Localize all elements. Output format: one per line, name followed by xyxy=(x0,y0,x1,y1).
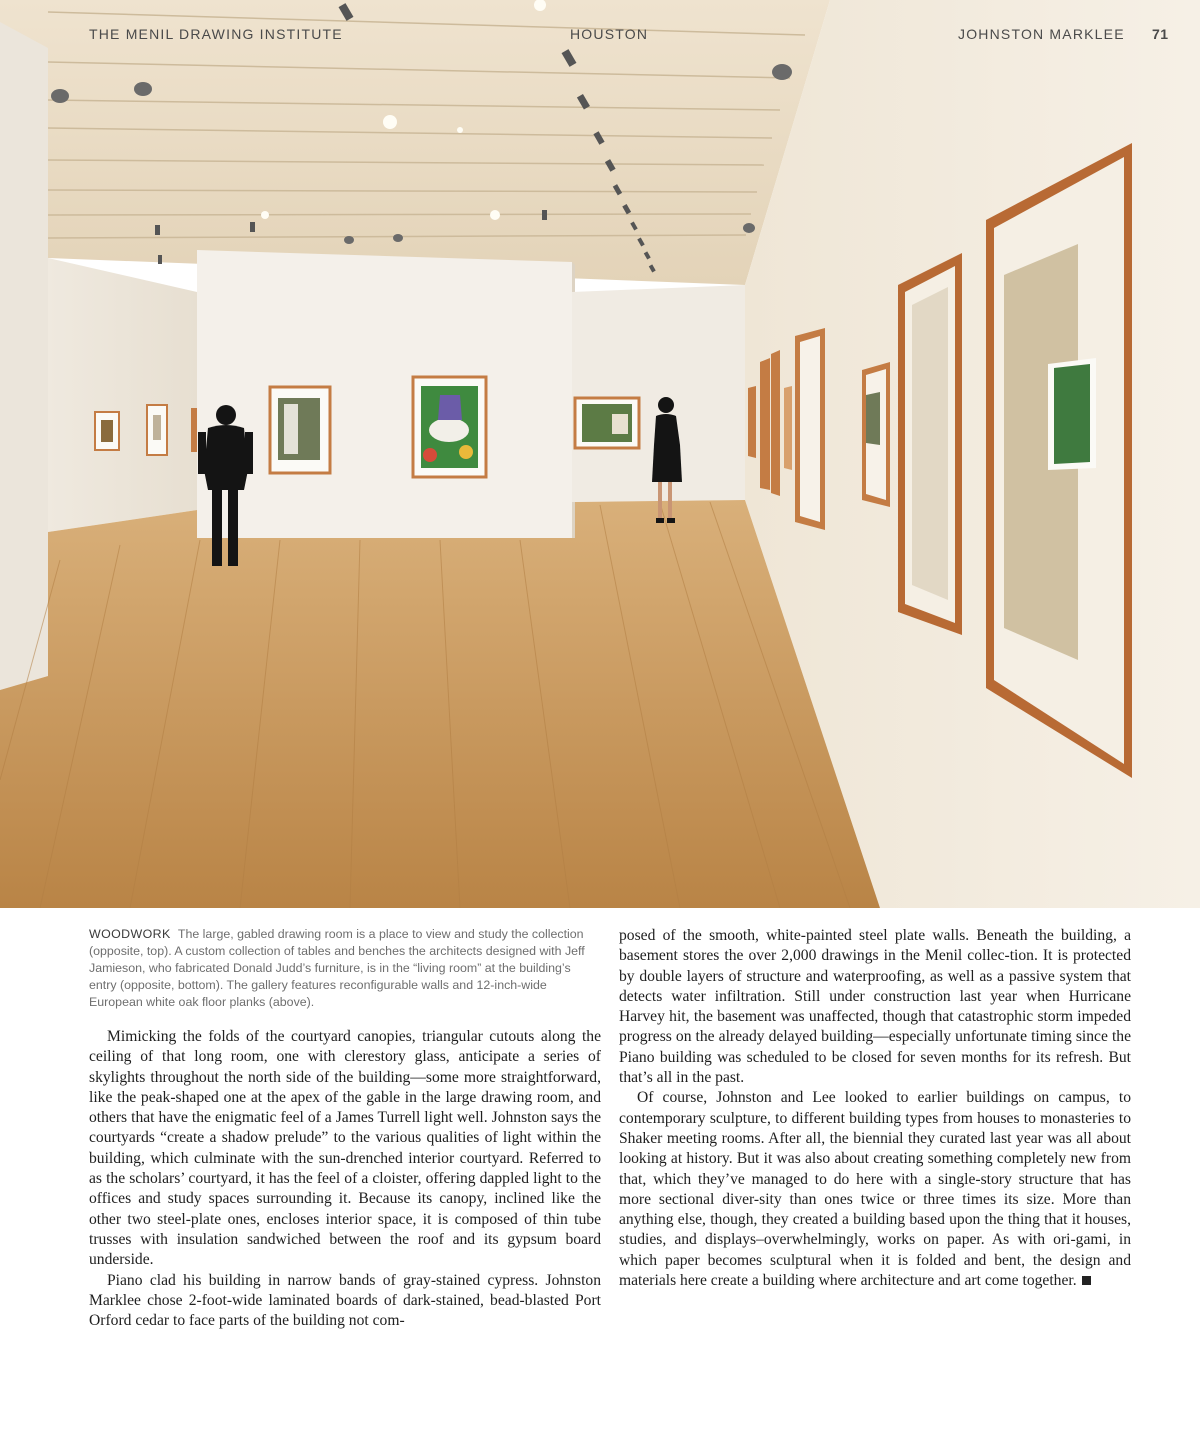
caption-lead: WOODWORK xyxy=(89,927,171,941)
paragraph-final xyxy=(619,1088,1131,1291)
running-header xyxy=(0,26,1200,46)
left-pillar xyxy=(0,22,48,690)
paragraph-text: Of course, Johnston and Lee looked to earlier buildings on campus, to contemporary sculpture, to different building types from houses to monasteries to Shaker meeting rooms. After all, the biennial they curated last year was all about looking at history. But it was also about creating something completely new from that, which they’ve managed to do here with a single-story structure that has more sectional diver-sity than ones twice or three times its size. More than anything else, though, they created a building based upon the thing that it houses, studies, and displays–overwhelmingly, works on paper. As with ori-gami, in which paper becomes sculptural when it is folded and bent, the design and materials here create a building where architecture and art come together. xyxy=(619,1089,1131,1290)
paragraph: Piano clad his building in narrow bands of gray-stained cypress. Johnston Marklee chose 2-foot-wide laminated boards of dark-stained, bead-blasted Port Orford cedar to face parts of the building not com- xyxy=(89,1271,601,1330)
page-number: 71 xyxy=(1152,26,1169,42)
floor xyxy=(0,500,880,908)
publication-section: THE MENIL DRAWING INSTITUTE xyxy=(89,26,343,42)
city-label: HOUSTON xyxy=(570,26,649,42)
center-partition xyxy=(197,250,572,538)
photo-caption xyxy=(89,926,601,1011)
caption-text: The large, gabled drawing room is a place to view and study the collection (opposite, top). A custom collection of tables and benches the architects designed with Jeff Jamieson, who fabricated Donald Judd’s furniture, is in the “living room” at the building’s entry (opposite, bottom). The gallery features reconfigurable walls and 12-inch-wide European white oak floor planks (above). xyxy=(89,927,585,1009)
right-column xyxy=(619,926,1131,1291)
paragraph: Mimicking the folds of the courtyard canopies, triangular cutouts along the ceiling of that long room, one with clerestory glass, anticipate a series of skylights throughout the north side of the building—some more straightforward, like the peak-shaped one at the apex of the gable in the large drawing room, and others that have the enigmatic feel of a James Turrell light well. Johnston says the courtyards “create a shadow prelude” to the various qualities of light within the building, which culminate with the sun-drenched interior courtyard. Referred to as the scholars’ courtyard, it has the feel of a cloister, offering dappled light to the offices and study spaces surrounding it. Because its canopy, inclined like the other two steel-plate ones, encloses interior space, it is composed of thin tube trusses with insulation sandwiched between the roof and its gypsum board underside. xyxy=(89,1028,601,1269)
paragraph: posed of the smooth, white-painted steel plate walls. Beneath the building, a basement stores the over 2,000 drawings in the Menil collec-tion. It is protected by double layers of structure and waterproofing, as well as a passive system that detects water infiltration. Still under construction last year when Hurricane Harvey hit, the basement was unaffected, though that catastrophic storm impeded progress on the already delayed building—especially unfortunate timing since the Piano building was scheduled to be closed for seven months for its refresh. But that’s all in the past. xyxy=(619,927,1131,1087)
article-body-right xyxy=(619,926,1131,1291)
back-wall-artwork xyxy=(575,398,639,448)
end-mark-icon xyxy=(1082,1276,1091,1285)
left-column xyxy=(89,926,601,1331)
far-left-wall xyxy=(48,258,197,532)
architect-label: JOHNSTON MARKLEE xyxy=(958,26,1125,42)
article-body-left xyxy=(89,1027,601,1331)
